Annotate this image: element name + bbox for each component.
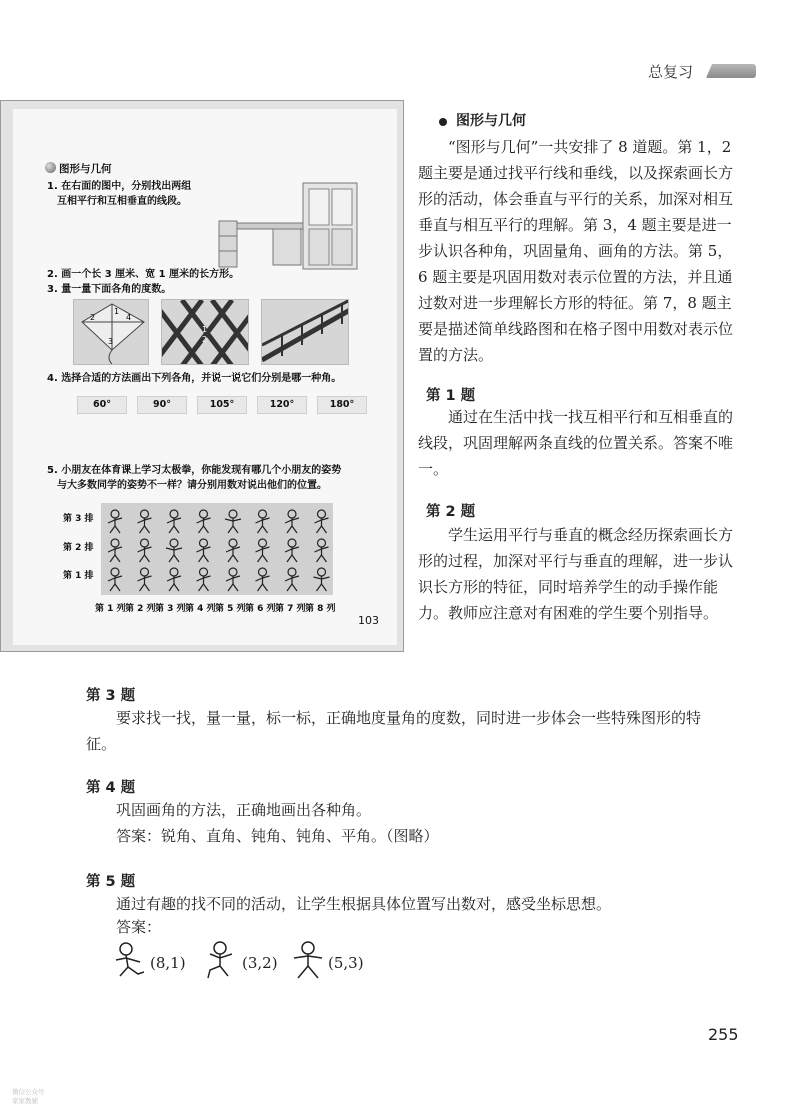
child-figure bbox=[256, 539, 270, 562]
textbook-q1-line1: 1. 在右面的图中，分别找出两组 bbox=[47, 181, 192, 192]
col-label-6: 第 6 列 bbox=[245, 604, 276, 614]
watermark-line-1: 微信公众号 bbox=[12, 1088, 45, 1096]
child-figure bbox=[256, 568, 270, 591]
child-figure bbox=[138, 539, 152, 562]
col-label-3: 第 3 列 bbox=[155, 604, 186, 614]
textbook-page-image bbox=[0, 100, 404, 652]
page-number: 255 bbox=[708, 1025, 739, 1044]
child-figure bbox=[138, 510, 152, 533]
child-figure bbox=[197, 568, 211, 591]
q2-text: 学生运用平行与垂直的概念经历探索画长方形的过程，加深对平行与垂直的理解，进一步认识长方形的特征，同时培养学生的动手操作能力。教师应注意对有困难的学生要个别指导。 bbox=[418, 526, 734, 622]
textbook-q3: 3. 量一量下面各角的度数。 bbox=[47, 284, 172, 295]
stick-figure-icon bbox=[204, 940, 240, 980]
children-grid-picture bbox=[101, 503, 333, 595]
stick-figure-icon bbox=[290, 940, 326, 980]
chapter-tab-decoration bbox=[706, 64, 756, 78]
angle-box-1: 60° bbox=[77, 396, 127, 414]
child-figure bbox=[285, 510, 299, 533]
svg-text:2: 2 bbox=[202, 335, 208, 344]
answer-item-3 bbox=[290, 940, 364, 980]
col-label-4: 第 4 列 bbox=[185, 604, 216, 614]
kite-picture bbox=[73, 299, 149, 365]
q5-text: 通过有趣的找不同的活动，让学生根据具体位置写出数对，感受坐标思想。 bbox=[116, 895, 612, 913]
svg-text:3: 3 bbox=[108, 337, 114, 346]
textbook-q2: 2. 画一个长 3 厘米、宽 1 厘米的长方形。 bbox=[47, 269, 240, 280]
textbook-q5-line1: 5. 小朋友在体育课上学习太极拳，你能发现有哪几个小朋友的姿势 bbox=[47, 465, 342, 476]
child-figure bbox=[167, 510, 181, 533]
stair-railing-picture bbox=[261, 299, 349, 365]
angle-box-5: 180° bbox=[317, 396, 367, 414]
svg-text:1: 1 bbox=[114, 307, 120, 316]
q4-text-1: 巩固画角的方法，正确地画出各种角。 bbox=[116, 801, 372, 819]
child-figure bbox=[108, 539, 122, 562]
angle-box-3: 105° bbox=[197, 396, 247, 414]
child-figure bbox=[197, 510, 211, 533]
svg-text:2: 2 bbox=[90, 313, 96, 322]
child-figure bbox=[197, 539, 211, 562]
child-figure bbox=[138, 568, 152, 591]
child-figure bbox=[108, 510, 122, 533]
child-figure bbox=[225, 510, 241, 533]
textbook-page-number: 103 bbox=[358, 614, 379, 627]
textbook-page bbox=[13, 109, 397, 645]
answer-coordinate-3: (5,3) bbox=[328, 954, 364, 972]
textbook-q4: 4. 选择合适的方法画出下列各角，并说一说它们分别是哪一种角。 bbox=[47, 373, 342, 384]
textbook-q1-line2: 互相平行和互相垂直的线段。 bbox=[57, 196, 187, 207]
q3-text: 要求找一找，量一量，标一标，正确地度量角的度数，同时进一步体会一些特殊图形的特征。 bbox=[86, 709, 702, 753]
textbook-q5-line2: 与大多数同学的姿势不一样？请分别用数对说出他们的位置。 bbox=[57, 480, 327, 491]
answer-coordinate-2: (3,2) bbox=[242, 954, 278, 972]
textbook-section-title: 图形与几何 bbox=[59, 163, 112, 175]
children-figures bbox=[101, 503, 333, 595]
child-figure bbox=[226, 568, 240, 591]
child-figure bbox=[256, 510, 270, 533]
q2-heading: 第 2 题 bbox=[426, 504, 476, 520]
child-figure bbox=[167, 568, 181, 591]
child-figure bbox=[315, 510, 329, 533]
row-label-2: 第 2 排 bbox=[63, 543, 94, 553]
chapter-title: 总复习 bbox=[648, 63, 694, 81]
section-heading: 图形与几何 bbox=[456, 110, 526, 130]
child-figure bbox=[166, 539, 182, 562]
row-label-1: 第 1 排 bbox=[63, 571, 94, 581]
svg-text:1: 1 bbox=[202, 325, 208, 334]
col-label-5: 第 5 列 bbox=[215, 604, 246, 614]
child-figure bbox=[108, 568, 122, 591]
angle-box-4: 120° bbox=[257, 396, 307, 414]
col-label-1: 第 1 列 bbox=[95, 604, 126, 614]
q5-answers bbox=[112, 940, 512, 980]
child-figure bbox=[285, 568, 299, 591]
answer-item-2 bbox=[204, 940, 278, 980]
col-label-7: 第 7 列 bbox=[275, 604, 306, 614]
row-label-3: 第 3 排 bbox=[63, 514, 94, 524]
col-label-8: 第 8 列 bbox=[305, 604, 336, 614]
furniture-picture bbox=[213, 181, 389, 271]
child-figure bbox=[315, 539, 329, 562]
section-bullet-icon bbox=[45, 162, 56, 173]
section-intro: “图形与几何”一共安排了 8 道题。第 1，2 题主要是通过找平行线和垂线，以及探索画长方形的活动，体会垂直与平行的关系，加深对相互垂直与相互平行的理解。第 3，4 题主要是进一步认识各种角，巩固量角、画角的方法。第 5，6 题主要是巩固用数对表示位置的方法，并且通过数对进一步理解长方形的特征。第 7，8 题主要是描述简单线路图和在格子图中用数对表示位置的方法。 bbox=[418, 138, 734, 364]
q1-text: 通过在生活中找一找互相平行和互相垂直的线段，巩固理解两条直线的位置关系。答案不唯一。 bbox=[418, 408, 734, 478]
q5-heading: 第 5 题 bbox=[86, 874, 136, 890]
col-label-2: 第 2 列 bbox=[125, 604, 156, 614]
lattice-fence-picture bbox=[161, 299, 249, 365]
child-figure bbox=[314, 568, 330, 591]
child-figure bbox=[226, 539, 240, 562]
q4-heading: 第 4 题 bbox=[86, 780, 136, 796]
angle-box-2: 90° bbox=[137, 396, 187, 414]
q5-answer-label: 答案： bbox=[116, 918, 162, 936]
answer-item-1 bbox=[112, 940, 186, 980]
watermark bbox=[12, 1088, 45, 1106]
stick-figure-icon bbox=[112, 940, 148, 980]
q1-heading: 第 1 题 bbox=[426, 388, 476, 404]
q4-text-2: 答案：锐角、直角、钝角、钝角、平角。（图略） bbox=[116, 827, 439, 845]
child-figure bbox=[285, 539, 299, 562]
watermark-line-2: 家家教辅 bbox=[12, 1097, 38, 1105]
answer-coordinate-1: (8,1) bbox=[150, 954, 186, 972]
svg-text:4: 4 bbox=[126, 313, 132, 322]
q3-heading: 第 3 题 bbox=[86, 688, 136, 704]
